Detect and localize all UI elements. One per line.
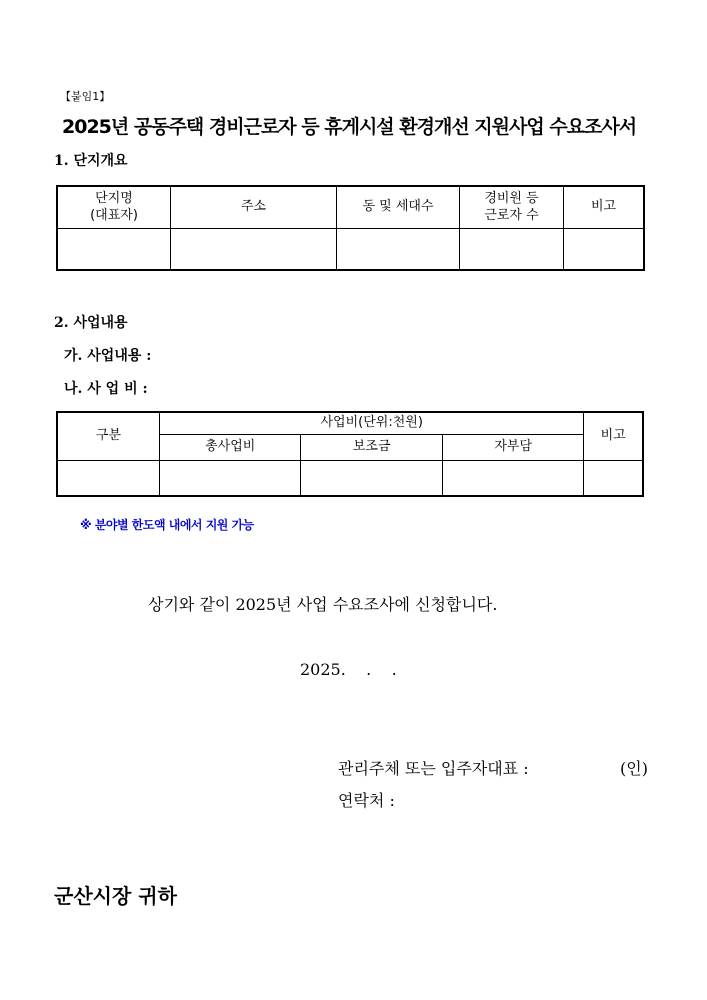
signatory-label: 관리주체 또는 입주자대표 : bbox=[338, 759, 529, 778]
guards-header: 경비원 등 근로자 수 bbox=[460, 186, 564, 228]
units-header: 동 및 세대수 bbox=[337, 186, 460, 228]
table-header-row bbox=[57, 186, 644, 228]
remarks-cell[interactable] bbox=[564, 228, 645, 270]
self-pay-header: 자부담 bbox=[442, 434, 584, 460]
remarks-header: 비고 bbox=[584, 412, 643, 460]
category-header: 구분 bbox=[57, 412, 159, 460]
remarks-header: 비고 bbox=[564, 186, 645, 228]
cost-group-header: 사업비(단위:천원) bbox=[159, 412, 584, 434]
subsidy-header: 보조금 bbox=[301, 434, 443, 460]
contact-label: 연락처 : bbox=[338, 791, 395, 810]
section1-heading: 1. 단지개요 bbox=[54, 153, 128, 169]
attachment-label: 【붙임1】 bbox=[60, 90, 111, 103]
remarks-cell[interactable] bbox=[584, 460, 643, 496]
category-cell[interactable] bbox=[57, 460, 159, 496]
date-line: 2025. . . bbox=[300, 660, 397, 679]
address-cell[interactable] bbox=[171, 228, 337, 270]
units-cell[interactable] bbox=[337, 228, 460, 270]
total-cost-cell[interactable] bbox=[159, 460, 301, 496]
section2-heading: 2. 사업내용 bbox=[54, 315, 128, 331]
guards-cell[interactable] bbox=[460, 228, 564, 270]
subsidy-cell[interactable] bbox=[301, 460, 443, 496]
complex-name-cell[interactable] bbox=[57, 228, 171, 270]
addressee: 군산시장 귀하 bbox=[54, 884, 177, 908]
business-content-label: 가. 사업내용 : bbox=[64, 348, 152, 364]
complex-overview-table bbox=[56, 185, 645, 271]
document-title: 2025년 공동주택 경비근로자 등 휴게시설 환경개선 지원사업 수요조사서 bbox=[62, 116, 637, 138]
table-row bbox=[57, 460, 643, 496]
table-row bbox=[57, 228, 644, 270]
complex-name-header: 단지명 (대표자) bbox=[57, 186, 171, 228]
business-cost-table bbox=[56, 411, 644, 497]
self-pay-cell[interactable] bbox=[442, 460, 584, 496]
address-header: 주소 bbox=[171, 186, 337, 228]
support-limit-note: ※ 분야별 한도액 내에서 지원 가능 bbox=[80, 518, 254, 532]
business-cost-label: 나. 사 업 비 : bbox=[64, 381, 148, 397]
total-cost-header: 총사업비 bbox=[159, 434, 301, 460]
application-statement: 상기와 같이 2025년 사업 수요조사에 신청합니다. bbox=[148, 595, 498, 614]
table-header-row bbox=[57, 412, 643, 434]
seal-label: (인) bbox=[620, 759, 648, 778]
